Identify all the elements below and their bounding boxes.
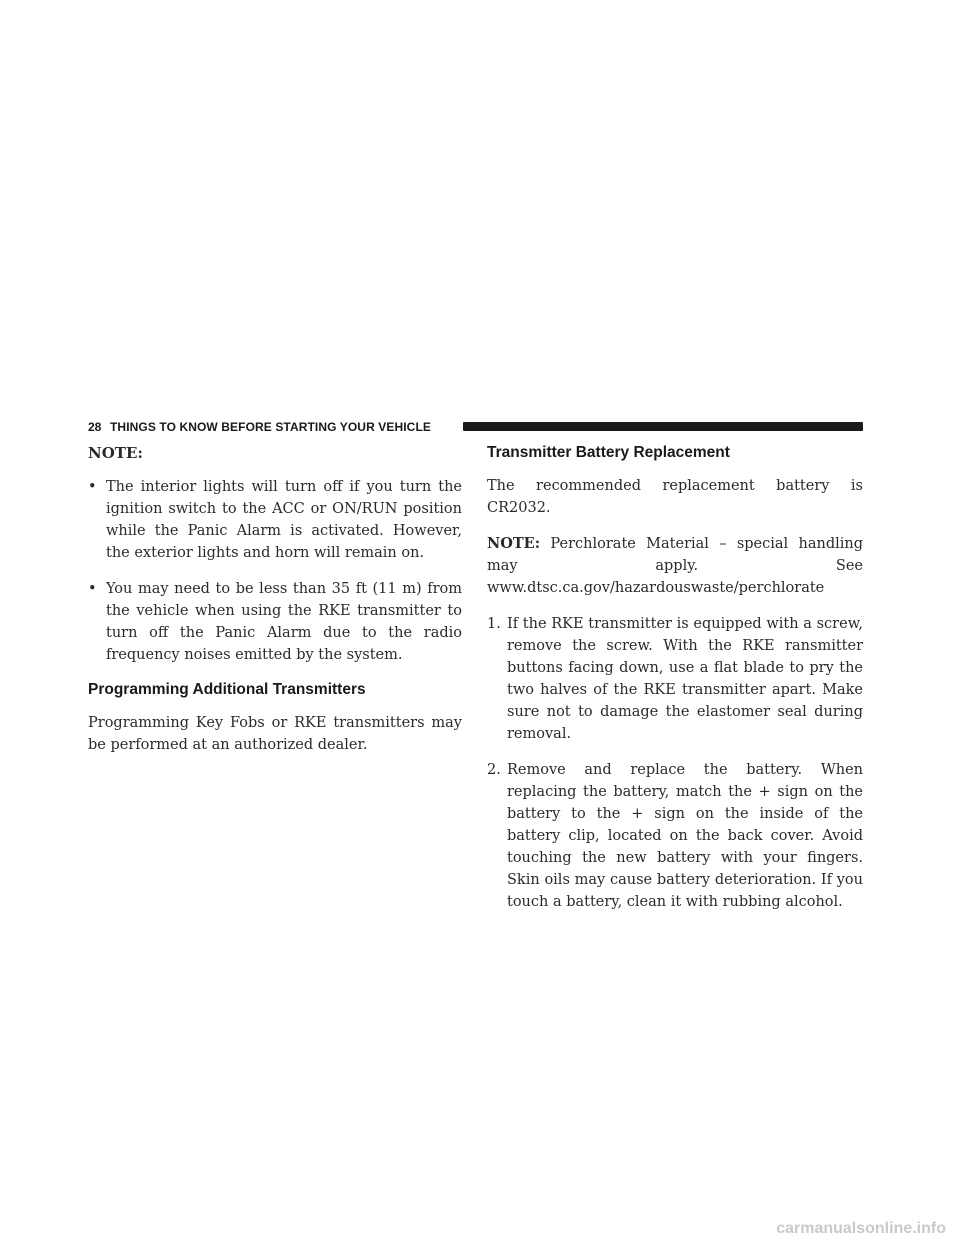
note-title: NOTE:: [88, 444, 143, 462]
step-number: 2.: [487, 762, 501, 778]
bullet-text: You may need to be less than 35 ft (11 m) from the vehicle when using the RKE transmitter to turn off the Panic Alarm due to the radio frequency noises emitted by the system.: [106, 581, 462, 663]
note-paragraph: [487, 533, 863, 599]
page-header: [88, 419, 863, 435]
note-bullets: [88, 476, 462, 666]
section-heading: Transmitter Battery Replacement: [487, 444, 730, 461]
section-title: THINGS TO KNOW BEFORE STARTING YOUR VEHICLE: [110, 420, 431, 434]
note-label: NOTE:: [487, 535, 541, 552]
step-text: If the RKE transmitter is equipped with a screw, remove the screw. With the RKE ransmitter buttons facing down, use a flat blade to pry the two halves of the RKE transmitter apart. Make sure not to damage the elastomer seal during removal.: [507, 616, 863, 742]
bullet-icon: •: [88, 581, 97, 597]
left-column: [88, 443, 462, 770]
list-item: [88, 476, 462, 564]
note-text: Perchlorate Material – special handling may apply. See www.dtsc.ca.gov/hazardouswaste/perchlorate: [487, 536, 863, 596]
header-rule: [463, 422, 863, 431]
section-heading: Programming Additional Transmitters: [88, 681, 366, 698]
page-number: 28: [88, 420, 102, 434]
list-item: [88, 578, 462, 666]
bullet-text: The interior lights will turn off if you turn the ignition switch to the ACC or ON/RUN position while the Panic Alarm is activated. However, the exterior lights and horn will remain on.: [106, 479, 462, 561]
bullet-icon: •: [88, 479, 97, 495]
watermark: carmanualsonline.info: [776, 1220, 946, 1237]
list-item: [487, 613, 863, 745]
right-column: [487, 443, 863, 927]
step-number: 1.: [487, 616, 501, 632]
steps-list: [487, 613, 863, 913]
intro-paragraph: The recommended replacement battery is CR2032.: [487, 478, 863, 516]
step-text: Remove and replace the battery. When replacing the battery, match the + sign on the battery to the + sign on the inside of the battery clip, located on the back cover. Avoid touching the new battery with your fingers. Skin oils may cause battery deterioration. If you touch a battery, clean it with rubbing alcohol.: [507, 762, 863, 910]
paragraph: Programming Key Fobs or RKE transmitters may be performed at an authorized dealer.: [88, 715, 462, 753]
list-item: [487, 759, 863, 913]
